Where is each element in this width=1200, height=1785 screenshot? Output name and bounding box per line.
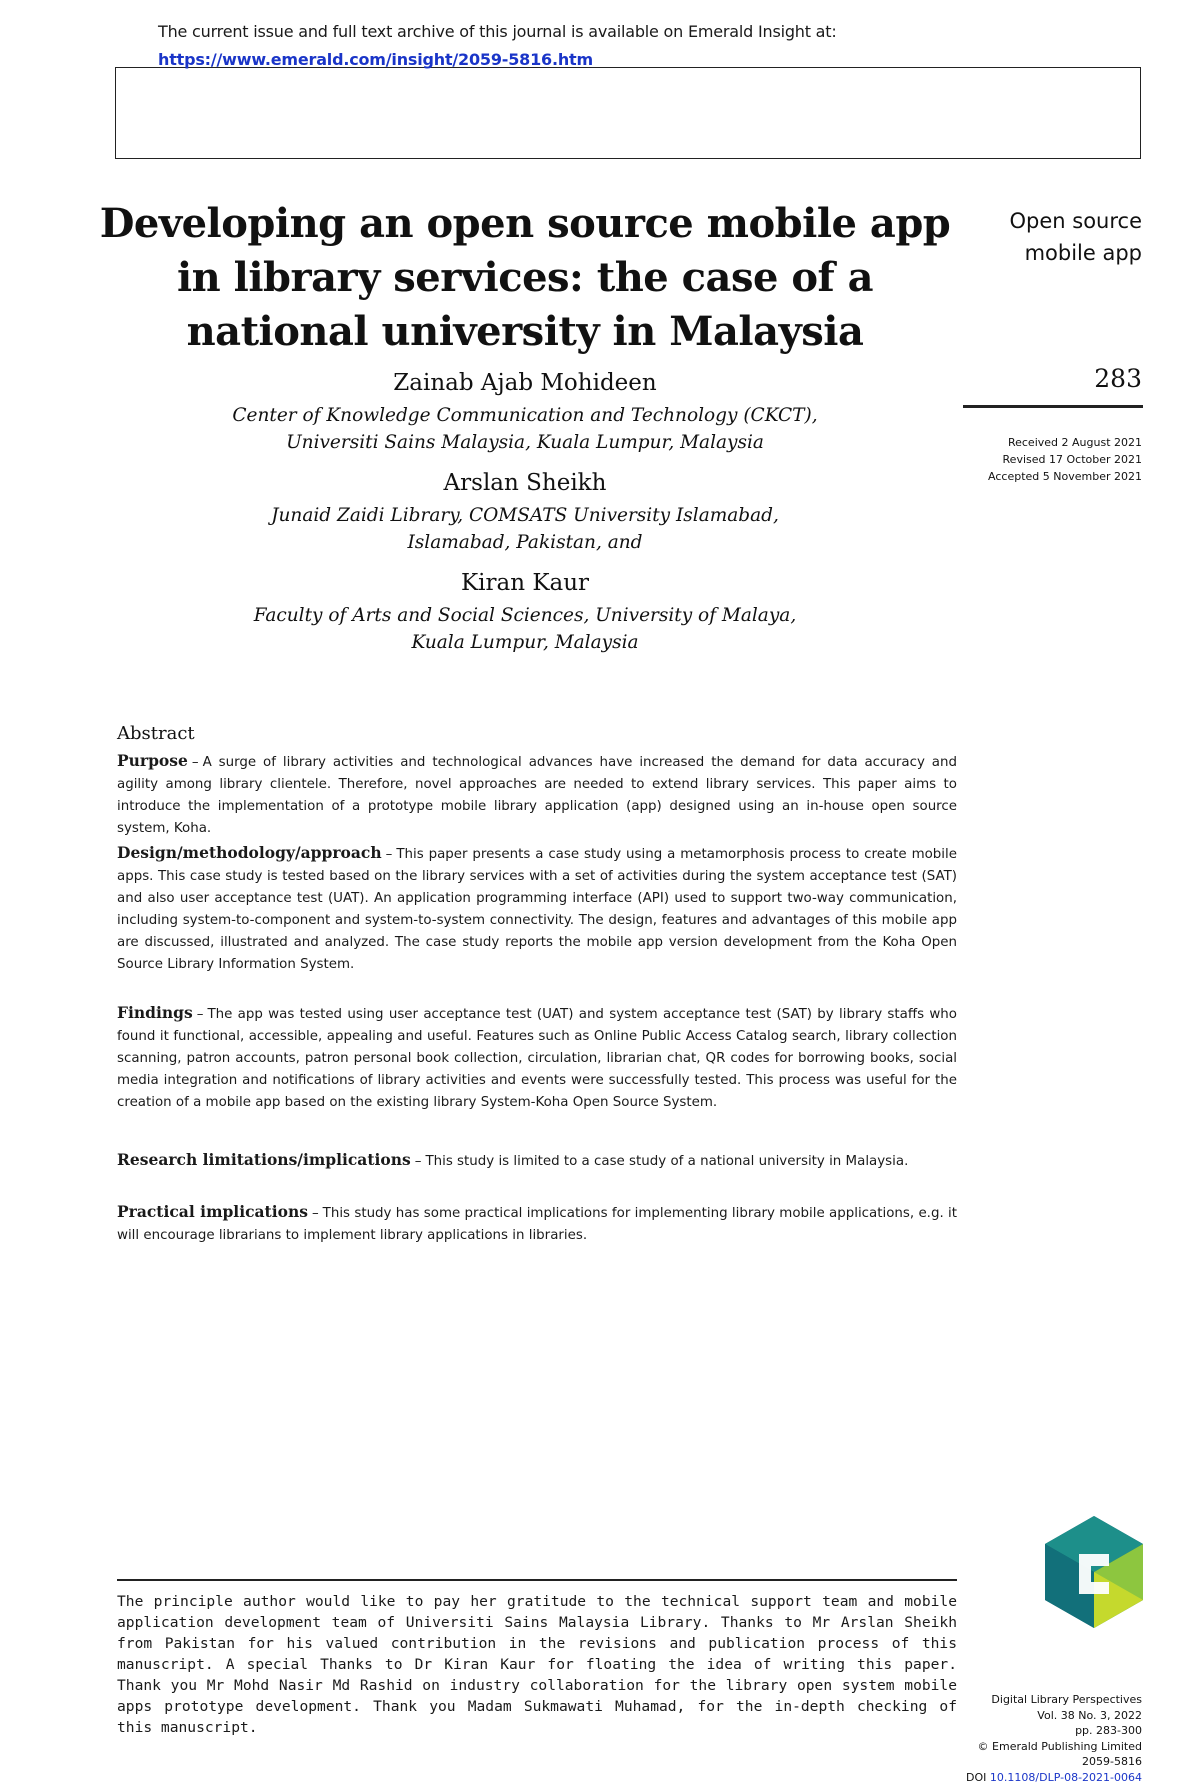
journal-volume: Vol. 38 No. 3, 2022 <box>966 1708 1142 1724</box>
section-dash: – <box>308 1206 323 1221</box>
abstract-purpose <box>117 750 957 840</box>
side-rule <box>963 405 1143 408</box>
section-label: Research limitations/implications <box>117 1150 411 1169</box>
abstract-findings <box>117 1002 957 1114</box>
acknowledgement: The principle author would like to pay her gratitude to the technical support team and mobile application development team of Universiti Sains Malaysia Library. Thanks to Mr Arslan Sheikh from Pakistan for his valued contribution in the revisions and publication process of this manuscript. A special Thanks to Dr Kiran Kaur for floating the idea of writing this paper. Thank you Mr Mohd Nasir Md Rashid on industry collaboration for the library open system mobile apps prototype development. Thank you Madam Sukmawati Muhamad, for the in-depth checking of this manuscript. <box>117 1591 957 1738</box>
archive-link[interactable]: https://www.emerald.com/insight/2059-5816.htm <box>158 50 593 69</box>
doi-label: DOI <box>966 1771 986 1784</box>
section-label: Findings <box>117 1003 193 1022</box>
journal-doi <box>966 1770 1142 1785</box>
running-head <box>1009 205 1142 269</box>
abstract-design <box>117 842 957 976</box>
section-label: Purpose <box>117 751 188 770</box>
footnote-rule <box>117 1579 957 1581</box>
author-affiliation: Faculty of Arts and Social Sciences, University of Malaya, <box>95 602 955 629</box>
section-label: Design/methodology/approach <box>117 843 382 862</box>
archive-notice-text: The current issue and full text archive of this journal is available on Emerald Insight at: <box>158 22 837 41</box>
section-text: This study is limited to a case study of a national university in Malaysia. <box>425 1154 908 1169</box>
paper-title: Developing an open source mobile app in library services: the case of a national university in Malaysia <box>95 197 955 359</box>
section-dash: – <box>411 1154 426 1169</box>
journal-info <box>966 1692 1142 1785</box>
section-text: A surge of library activities and technological advances have increased the demand for data accuracy and agility among library clientele. Therefore, novel approaches are needed to extend library services. This paper aims to introduce the implementation of a prototype mobile library application (app) designed using an in-house open source system, Koha. <box>117 755 957 836</box>
author-name: Zainab Ajab Mohideen <box>95 370 955 396</box>
running-head-line-2: mobile app <box>1009 237 1142 269</box>
journal-issn: 2059-5816 <box>966 1754 1142 1770</box>
archive-notice-box <box>115 67 1141 159</box>
section-text: This paper presents a case study using a metamorphosis process to create mobile apps. This case study is tested based on the library services with a set of activities during the system acceptance test (SAT) and also user acceptance test (UAT). An application programming interface (API) used to support two-way communication, including system-to-component and system-to-system connectivity. The design, features and advantages of this mobile app are discussed, illustrated and analyzed. The case study reports the mobile app version development from the Koha Open Source Library Information System. <box>117 847 957 972</box>
section-dash: – <box>382 847 397 862</box>
section-dash: – <box>193 1007 208 1022</box>
section-label: Practical implications <box>117 1202 308 1221</box>
journal-copyright: © Emerald Publishing Limited <box>966 1739 1142 1755</box>
author-affiliation: Islamabad, Pakistan, and <box>95 529 955 556</box>
section-text: The app was tested using user acceptance test (UAT) and system acceptance test (SAT) by library staffs who found it functional, accessible, appealing and useful. Features such as Online Public Access Catalog search, library collection scanning, patron accounts, patron personal book collection, circulation, librarian chat, QR codes for borrowing books, social media integration and notifications of library activities and events were successfully tested. This process was useful for the creation of a mobile app based on the existing library System-Koha Open Source System. <box>117 1007 957 1110</box>
abstract-limitations <box>117 1149 957 1173</box>
emerald-logo-icon <box>1045 1516 1143 1628</box>
author-affiliation: Kuala Lumpur, Malaysia <box>95 629 955 656</box>
abstract-practical-implications <box>117 1201 957 1247</box>
accepted-date: Accepted 5 November 2021 <box>988 468 1142 485</box>
submission-dates <box>988 434 1142 485</box>
author-name: Kiran Kaur <box>95 570 955 596</box>
author-name: Arslan Sheikh <box>95 470 955 496</box>
section-dash: – <box>188 755 203 770</box>
journal-name: Digital Library Perspectives <box>966 1692 1142 1708</box>
abstract-heading: Abstract <box>117 723 195 744</box>
section-text: This study has some practical implications for implementing library mobile applications, e.g. it will encourage librarians to implement library applications in libraries. <box>117 1206 957 1243</box>
received-date: Received 2 August 2021 <box>988 434 1142 451</box>
revised-date: Revised 17 October 2021 <box>988 451 1142 468</box>
author-affiliation: Center of Knowledge Communication and Technology (CKCT), <box>95 402 955 429</box>
doi-link[interactable]: 10.1108/DLP-08-2021-0064 <box>990 1771 1142 1784</box>
page-number: 283 <box>1094 364 1142 393</box>
author-affiliation: Universiti Sains Malaysia, Kuala Lumpur, Malaysia <box>95 429 955 456</box>
running-head-line-1: Open source <box>1009 205 1142 237</box>
journal-pages: pp. 283-300 <box>966 1723 1142 1739</box>
author-affiliation: Junaid Zaidi Library, COMSATS University Islamabad, <box>95 502 955 529</box>
